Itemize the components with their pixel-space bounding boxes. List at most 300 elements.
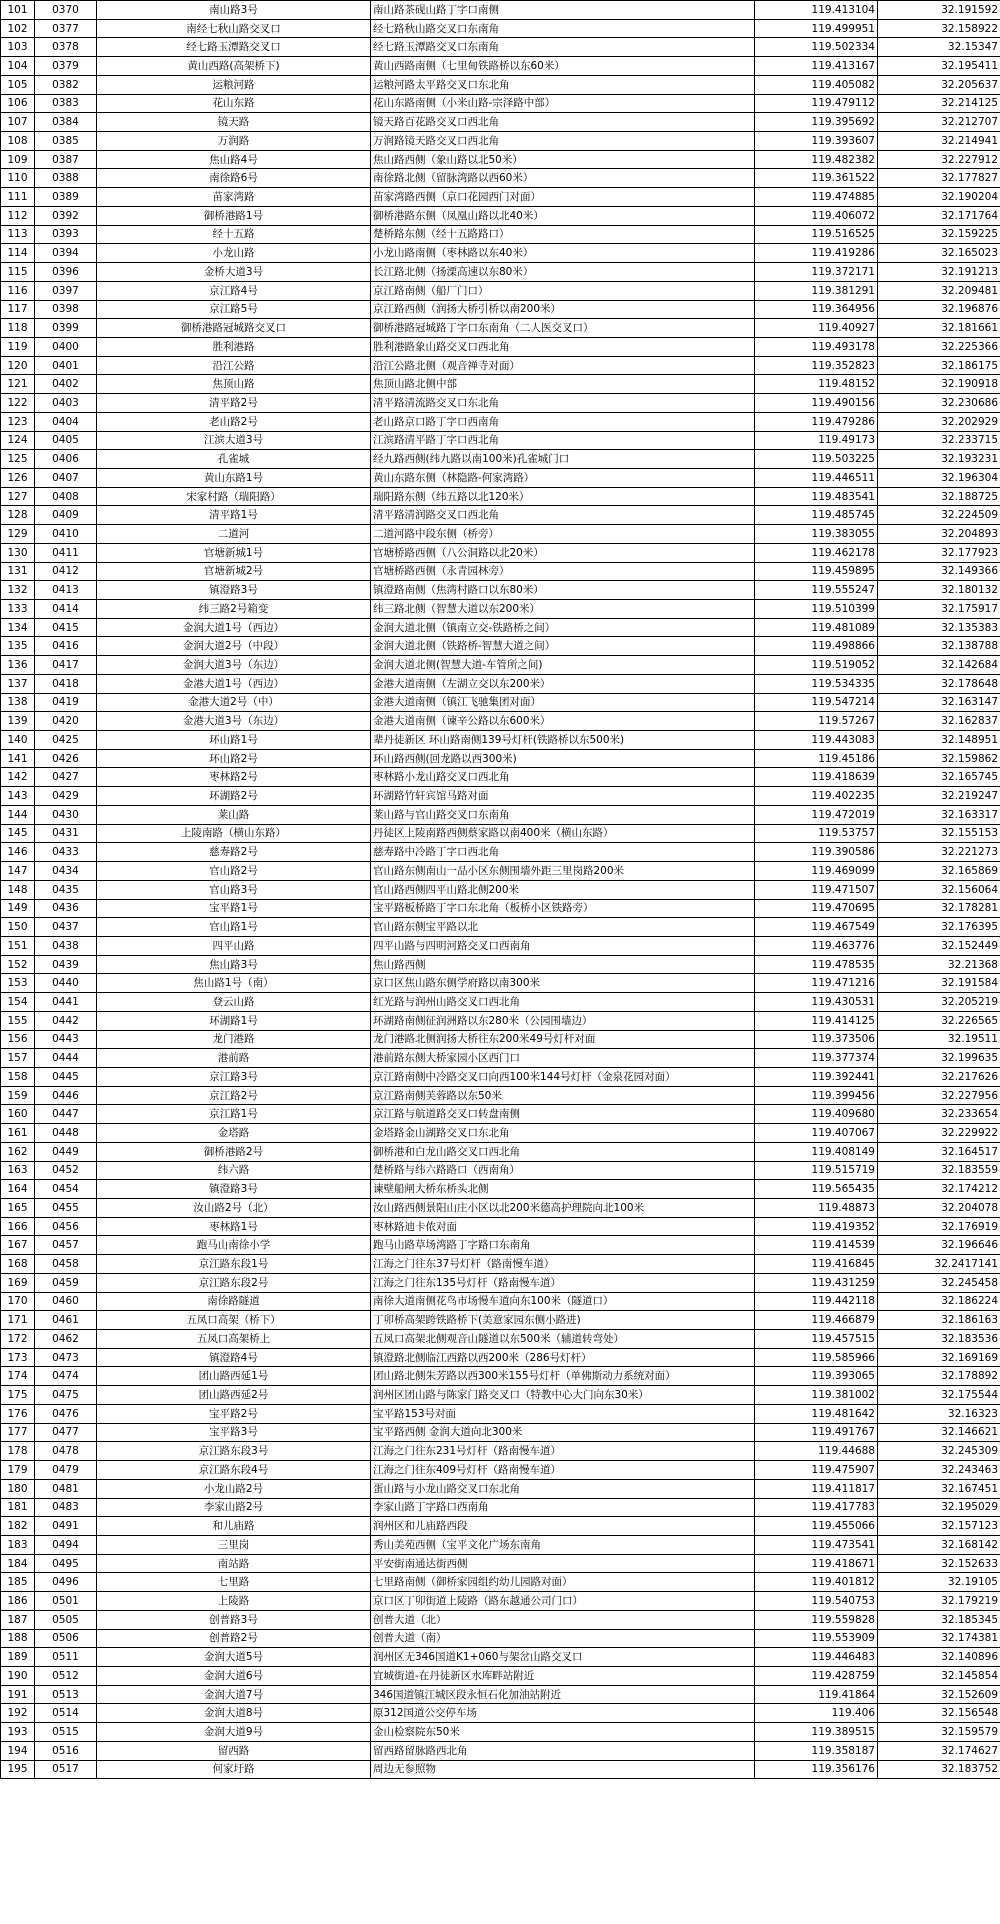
location-cell: 金山检察院东50米 (371, 1723, 755, 1742)
row-number-cell: 164 (1, 1180, 35, 1199)
station-code-cell: 0418 (35, 674, 97, 693)
station-name-cell: 和儿庙路 (97, 1517, 371, 1536)
longitude-cell: 119.471216 (755, 974, 878, 993)
longitude-cell: 119.485745 (755, 506, 878, 525)
longitude-cell: 119.470695 (755, 899, 878, 918)
station-code-cell: 0452 (35, 1161, 97, 1180)
table-body (1, 1, 1000, 1779)
row-number-cell: 148 (1, 880, 35, 899)
longitude-cell: 119.431259 (755, 1273, 878, 1292)
longitude-cell: 119.462178 (755, 543, 878, 562)
station-name-cell: 何家圩路 (97, 1760, 371, 1779)
table-row (1, 731, 1000, 750)
station-name-cell: 金润大道3号（东边） (97, 656, 371, 675)
longitude-cell: 119.40927 (755, 319, 878, 338)
station-name-cell: 官山路1号 (97, 918, 371, 937)
table-row (1, 749, 1000, 768)
latitude-cell: 32.186224 (878, 1292, 1000, 1311)
table-row (1, 1273, 1000, 1292)
station-code-cell: 0410 (35, 525, 97, 544)
latitude-cell: 32.146621 (878, 1423, 1000, 1442)
row-number-cell: 132 (1, 581, 35, 600)
station-code-cell: 0412 (35, 562, 97, 581)
location-cell: 瑞阳路东侧（纬五路以北120米） (371, 487, 755, 506)
station-code-cell: 0393 (35, 225, 97, 244)
location-cell: 润州区无346国道K1+060与架岔山路交叉口 (371, 1648, 755, 1667)
table-row (1, 1573, 1000, 1592)
station-name-cell: 官山路2号 (97, 862, 371, 881)
location-cell: 官山路东侧南山一品小区东侧围墙外距三里岗路200米 (371, 862, 755, 881)
row-number-cell: 101 (1, 1, 35, 20)
longitude-cell: 119.352823 (755, 356, 878, 375)
row-number-cell: 127 (1, 487, 35, 506)
station-code-cell: 0477 (35, 1423, 97, 1442)
station-name-cell: 镇澄路3号 (97, 1180, 371, 1199)
location-cell: 老山路京口路丁字口西南角 (371, 412, 755, 431)
station-code-cell: 0382 (35, 75, 97, 94)
station-code-cell: 0495 (35, 1554, 97, 1573)
longitude-cell: 119.483541 (755, 487, 878, 506)
latitude-cell: 32.168142 (878, 1535, 1000, 1554)
longitude-cell: 119.519052 (755, 656, 878, 675)
table-row (1, 1386, 1000, 1405)
table-row (1, 225, 1000, 244)
row-number-cell: 105 (1, 75, 35, 94)
row-number-cell: 186 (1, 1592, 35, 1611)
longitude-cell: 119.409680 (755, 1105, 878, 1124)
station-code-cell: 0481 (35, 1479, 97, 1498)
station-name-cell: 焦顶山路 (97, 375, 371, 394)
row-number-cell: 184 (1, 1554, 35, 1573)
station-name-cell: 御桥港路1号 (97, 206, 371, 225)
table-row (1, 1666, 1000, 1685)
station-name-cell: 南徐路6号 (97, 169, 371, 188)
location-cell: 南山路茶砚山路丁字口南侧 (371, 1, 755, 20)
longitude-cell: 119.443083 (755, 731, 878, 750)
row-number-cell: 138 (1, 693, 35, 712)
location-cell: 金港大道南侧（镇江飞驰集团对面） (371, 693, 755, 712)
location-cell: 万润路镜天路交叉口西北角 (371, 132, 755, 151)
location-cell: 京江路南侧（船厂门口） (371, 281, 755, 300)
location-cell: 南徐路北侧（留脉湾路以西60米） (371, 169, 755, 188)
table-row (1, 132, 1000, 151)
latitude-cell: 32.165023 (878, 244, 1000, 263)
station-code-cell: 0448 (35, 1124, 97, 1143)
latitude-cell: 32.178281 (878, 899, 1000, 918)
table-row (1, 1610, 1000, 1629)
longitude-cell: 119.381002 (755, 1386, 878, 1405)
latitude-cell: 32.16323 (878, 1404, 1000, 1423)
longitude-cell: 119.377374 (755, 1049, 878, 1068)
table-row (1, 1517, 1000, 1536)
station-name-cell: 镇澄路3号 (97, 581, 371, 600)
longitude-cell: 119.361522 (755, 169, 878, 188)
row-number-cell: 179 (1, 1461, 35, 1480)
table-row (1, 1217, 1000, 1236)
station-name-cell: 环山路2号 (97, 749, 371, 768)
row-number-cell: 128 (1, 506, 35, 525)
latitude-cell: 32.230686 (878, 394, 1000, 413)
table-row (1, 1498, 1000, 1517)
location-cell: 金港大道南侧（左湖立交以东200米） (371, 674, 755, 693)
table-row (1, 1105, 1000, 1124)
row-number-cell: 136 (1, 656, 35, 675)
station-name-cell: 花山东路 (97, 94, 371, 113)
latitude-cell: 32.149366 (878, 562, 1000, 581)
table-row (1, 263, 1000, 282)
station-code-cell: 0440 (35, 974, 97, 993)
row-number-cell: 195 (1, 1760, 35, 1779)
station-name-cell: 龙门港路 (97, 1030, 371, 1049)
table-row (1, 1423, 1000, 1442)
row-number-cell: 110 (1, 169, 35, 188)
row-number-cell: 152 (1, 955, 35, 974)
table-row (1, 562, 1000, 581)
latitude-cell: 32.169169 (878, 1348, 1000, 1367)
table-row (1, 862, 1000, 881)
location-cell: 清平路清润路交叉口西北角 (371, 506, 755, 525)
station-name-cell: 上陵路 (97, 1592, 371, 1611)
table-row (1, 1330, 1000, 1349)
station-code-cell: 0406 (35, 450, 97, 469)
table-row (1, 75, 1000, 94)
row-number-cell: 114 (1, 244, 35, 263)
station-name-cell: 七里路 (97, 1573, 371, 1592)
table-row (1, 1180, 1000, 1199)
location-cell: 环湖路南侧征润洲路以东280米（公园围墙边） (371, 1011, 755, 1030)
table-row (1, 1704, 1000, 1723)
station-name-cell: 京江路4号 (97, 281, 371, 300)
row-number-cell: 191 (1, 1685, 35, 1704)
row-number-cell: 159 (1, 1086, 35, 1105)
row-number-cell: 149 (1, 899, 35, 918)
table-row (1, 618, 1000, 637)
station-code-cell: 0437 (35, 918, 97, 937)
latitude-cell: 32.159862 (878, 749, 1000, 768)
location-cell: 枣林路迪卡侬对面 (371, 1217, 755, 1236)
station-name-cell: 纬三路2号箱变 (97, 600, 371, 619)
station-name-cell: 宝平路2号 (97, 1404, 371, 1423)
station-name-cell: 创普路3号 (97, 1610, 371, 1629)
row-number-cell: 155 (1, 1011, 35, 1030)
latitude-cell: 32.135383 (878, 618, 1000, 637)
table-row (1, 1554, 1000, 1573)
longitude-cell: 119.547214 (755, 693, 878, 712)
location-cell: 留西路留脉路西北角 (371, 1741, 755, 1760)
location-cell: 江海之门往东231号灯杆（路南慢车道） (371, 1442, 755, 1461)
station-name-cell: 南山路3号 (97, 1, 371, 20)
table-row (1, 880, 1000, 899)
longitude-cell: 119.413104 (755, 1, 878, 20)
row-number-cell: 140 (1, 731, 35, 750)
location-cell: 经七路玉潭路交叉口东南角 (371, 38, 755, 57)
station-code-cell: 0458 (35, 1255, 97, 1274)
station-code-cell: 0388 (35, 169, 97, 188)
latitude-cell: 32.142684 (878, 656, 1000, 675)
table-row (1, 412, 1000, 431)
latitude-cell: 32.214941 (878, 132, 1000, 151)
table-row (1, 150, 1000, 169)
latitude-cell: 32.243463 (878, 1461, 1000, 1480)
location-cell: 创普大道（南） (371, 1629, 755, 1648)
station-code-cell: 0517 (35, 1760, 97, 1779)
station-name-cell: 官塘新城1号 (97, 543, 371, 562)
latitude-cell: 32.21368 (878, 955, 1000, 974)
station-name-cell: 金润大道6号 (97, 1666, 371, 1685)
latitude-cell: 32.177827 (878, 169, 1000, 188)
location-cell: 江海之门往东37号灯杆（路南慢车道） (371, 1255, 755, 1274)
longitude-cell: 119.405082 (755, 75, 878, 94)
station-name-cell: 枣林路2号 (97, 768, 371, 787)
location-cell: 官塘桥路西侧（八公洞路以北20米） (371, 543, 755, 562)
station-name-cell: 金润大道7号 (97, 1685, 371, 1704)
longitude-cell: 119.482382 (755, 150, 878, 169)
station-code-cell: 0387 (35, 150, 97, 169)
table-row (1, 1367, 1000, 1386)
longitude-cell: 119.399456 (755, 1086, 878, 1105)
location-cell: 黄山西路南侧（七里甸铁路桥以东60米） (371, 57, 755, 76)
row-number-cell: 131 (1, 562, 35, 581)
station-name-cell: 小龙山路 (97, 244, 371, 263)
station-name-cell: 经十五路 (97, 225, 371, 244)
latitude-cell: 32.165745 (878, 768, 1000, 787)
station-name-cell: 运粮河路 (97, 75, 371, 94)
row-number-cell: 129 (1, 525, 35, 544)
latitude-cell: 32.164517 (878, 1142, 1000, 1161)
row-number-cell: 167 (1, 1236, 35, 1255)
station-name-cell: 四平山路 (97, 936, 371, 955)
longitude-cell: 119.381291 (755, 281, 878, 300)
latitude-cell: 32.226565 (878, 1011, 1000, 1030)
station-code-cell: 0405 (35, 431, 97, 450)
location-cell: 楚桥路与纬六路路口（西南角） (371, 1161, 755, 1180)
station-name-cell: 焦山路1号（南） (97, 974, 371, 993)
latitude-cell: 32.174627 (878, 1741, 1000, 1760)
location-cell: 润州区团山路与陈家门路交叉口（特教中心大门向东30米） (371, 1386, 755, 1405)
station-code-cell: 0496 (35, 1573, 97, 1592)
table-row (1, 431, 1000, 450)
table-row (1, 1648, 1000, 1667)
latitude-cell: 32.158922 (878, 19, 1000, 38)
station-name-cell: 创普路2号 (97, 1629, 371, 1648)
station-code-cell: 0475 (35, 1386, 97, 1405)
longitude-cell: 119.389515 (755, 1723, 878, 1742)
row-number-cell: 109 (1, 150, 35, 169)
row-number-cell: 174 (1, 1367, 35, 1386)
latitude-cell: 32.175917 (878, 600, 1000, 619)
longitude-cell: 119.491767 (755, 1423, 878, 1442)
station-name-cell: 金港大道2号（中） (97, 693, 371, 712)
location-cell: 江海之门往东135号灯杆（路南慢车道） (371, 1273, 755, 1292)
station-name-cell: 纬六路 (97, 1161, 371, 1180)
station-name-cell: 金润大道8号 (97, 1704, 371, 1723)
longitude-cell: 119.467549 (755, 918, 878, 937)
station-code-cell: 0404 (35, 412, 97, 431)
row-number-cell: 157 (1, 1049, 35, 1068)
row-number-cell: 156 (1, 1030, 35, 1049)
station-name-cell: 宝平路1号 (97, 899, 371, 918)
station-name-cell: 三里岗 (97, 1535, 371, 1554)
row-number-cell: 135 (1, 637, 35, 656)
station-code-cell: 0494 (35, 1535, 97, 1554)
latitude-cell: 32.199635 (878, 1049, 1000, 1068)
longitude-cell: 119.473541 (755, 1535, 878, 1554)
station-code-cell: 0400 (35, 337, 97, 356)
table-row (1, 693, 1000, 712)
latitude-cell: 32.19105 (878, 1573, 1000, 1592)
station-code-cell: 0462 (35, 1330, 97, 1349)
longitude-cell: 119.372171 (755, 263, 878, 282)
longitude-cell: 119.416845 (755, 1255, 878, 1274)
location-cell: 团山路北侧朱芳路以西300米155号灯杆（单佛斯动力系统对面） (371, 1367, 755, 1386)
location-cell: 京江路与航道路交叉口转盘南侧 (371, 1105, 755, 1124)
latitude-cell: 32.233654 (878, 1105, 1000, 1124)
station-name-cell: 团山路西延1号 (97, 1367, 371, 1386)
station-code-cell: 0456 (35, 1217, 97, 1236)
row-number-cell: 181 (1, 1498, 35, 1517)
latitude-cell: 32.176395 (878, 918, 1000, 937)
station-name-cell: 孔雀城 (97, 450, 371, 469)
table-row (1, 169, 1000, 188)
row-number-cell: 106 (1, 94, 35, 113)
table-row (1, 805, 1000, 824)
longitude-cell: 119.49173 (755, 431, 878, 450)
longitude-cell: 119.413167 (755, 57, 878, 76)
row-number-cell: 169 (1, 1273, 35, 1292)
row-number-cell: 145 (1, 824, 35, 843)
table-row (1, 600, 1000, 619)
latitude-cell: 32.195411 (878, 57, 1000, 76)
location-cell: 镇澄路南侧（焦湾村路口以东80米） (371, 581, 755, 600)
station-name-cell: 沿江公路 (97, 356, 371, 375)
location-cell: 江海之门往东409号灯杆（路南慢车道） (371, 1461, 755, 1480)
latitude-cell: 32.183536 (878, 1330, 1000, 1349)
row-number-cell: 171 (1, 1311, 35, 1330)
table-row (1, 1760, 1000, 1779)
station-code-cell: 0407 (35, 468, 97, 487)
table-row (1, 1011, 1000, 1030)
row-number-cell: 178 (1, 1442, 35, 1461)
station-name-cell: 御桥港路2号 (97, 1142, 371, 1161)
table-row (1, 319, 1000, 338)
station-code-cell: 0399 (35, 319, 97, 338)
latitude-cell: 32.163317 (878, 805, 1000, 824)
latitude-cell: 32.176919 (878, 1217, 1000, 1236)
longitude-cell: 119.475907 (755, 1461, 878, 1480)
longitude-cell: 119.408149 (755, 1142, 878, 1161)
longitude-cell: 119.463776 (755, 936, 878, 955)
row-number-cell: 173 (1, 1348, 35, 1367)
station-code-cell: 0441 (35, 993, 97, 1012)
station-code-cell: 0413 (35, 581, 97, 600)
longitude-cell: 119.478535 (755, 955, 878, 974)
station-code-cell: 0513 (35, 1685, 97, 1704)
station-code-cell: 0420 (35, 712, 97, 731)
row-number-cell: 146 (1, 843, 35, 862)
table-row (1, 843, 1000, 862)
longitude-cell: 119.493178 (755, 337, 878, 356)
longitude-cell: 119.553909 (755, 1629, 878, 1648)
row-number-cell: 103 (1, 38, 35, 57)
table-row (1, 1086, 1000, 1105)
table-row (1, 506, 1000, 525)
latitude-cell: 32.188725 (878, 487, 1000, 506)
table-row (1, 1124, 1000, 1143)
location-cell: 京江路西侧（润扬大桥引桥以南200米） (371, 300, 755, 319)
latitude-cell: 32.185345 (878, 1610, 1000, 1629)
row-number-cell: 194 (1, 1741, 35, 1760)
row-number-cell: 102 (1, 19, 35, 38)
location-cell: 南徐大道南侧花鸟市场慢车道向东100米（隧道口） (371, 1292, 755, 1311)
station-name-cell: 京江路2号 (97, 1086, 371, 1105)
location-cell: 小龙山路南侧（枣林路以东40米） (371, 244, 755, 263)
latitude-cell: 32.196876 (878, 300, 1000, 319)
latitude-cell: 32.191592 (878, 1, 1000, 20)
station-code-cell: 0478 (35, 1442, 97, 1461)
row-number-cell: 141 (1, 749, 35, 768)
table-row (1, 712, 1000, 731)
row-number-cell: 137 (1, 674, 35, 693)
row-number-cell: 118 (1, 319, 35, 338)
longitude-cell: 119.446511 (755, 468, 878, 487)
station-code-cell: 0473 (35, 1348, 97, 1367)
station-code-cell: 0401 (35, 356, 97, 375)
longitude-cell: 119.392441 (755, 1067, 878, 1086)
station-code-cell: 0385 (35, 132, 97, 151)
location-cell: 李家山路丁字路口西南角 (371, 1498, 755, 1517)
row-number-cell: 190 (1, 1666, 35, 1685)
station-code-cell: 0483 (35, 1498, 97, 1517)
longitude-cell: 119.57267 (755, 712, 878, 731)
longitude-cell: 119.498866 (755, 637, 878, 656)
station-name-cell: 京江路东段1号 (97, 1255, 371, 1274)
longitude-cell: 119.502334 (755, 38, 878, 57)
table-row (1, 525, 1000, 544)
location-cell: 黄山东路东侧（林隐路-何家湾路） (371, 468, 755, 487)
table-row (1, 113, 1000, 132)
table-row (1, 637, 1000, 656)
station-code-cell: 0416 (35, 637, 97, 656)
location-cell: 清平路清流路交叉口东北角 (371, 394, 755, 413)
row-number-cell: 151 (1, 936, 35, 955)
table-row (1, 356, 1000, 375)
station-code-cell: 0443 (35, 1030, 97, 1049)
table-row (1, 1535, 1000, 1554)
latitude-cell: 32.221273 (878, 843, 1000, 862)
longitude-cell: 119.407067 (755, 1124, 878, 1143)
table-row (1, 300, 1000, 319)
station-code-cell: 0439 (35, 955, 97, 974)
row-number-cell: 143 (1, 787, 35, 806)
table-row (1, 1199, 1000, 1218)
latitude-cell: 32.227956 (878, 1086, 1000, 1105)
row-number-cell: 177 (1, 1423, 35, 1442)
table-row (1, 337, 1000, 356)
station-code-cell: 0449 (35, 1142, 97, 1161)
table-row (1, 993, 1000, 1012)
station-name-cell: 慈寿路2号 (97, 843, 371, 862)
table-row (1, 543, 1000, 562)
latitude-cell: 32.204078 (878, 1199, 1000, 1218)
table-row (1, 1461, 1000, 1480)
station-name-cell: 镜天路 (97, 113, 371, 132)
latitude-cell: 32.183559 (878, 1161, 1000, 1180)
station-name-cell: 金港大道1号（西边） (97, 674, 371, 693)
location-cell: 二道河路中段东侧（桥旁） (371, 525, 755, 544)
location-cell: 汝山路西侧景阳山庄小区以北200米德高护理院向北100米 (371, 1199, 755, 1218)
station-name-cell: 金桥大道3号 (97, 263, 371, 282)
table-row (1, 468, 1000, 487)
